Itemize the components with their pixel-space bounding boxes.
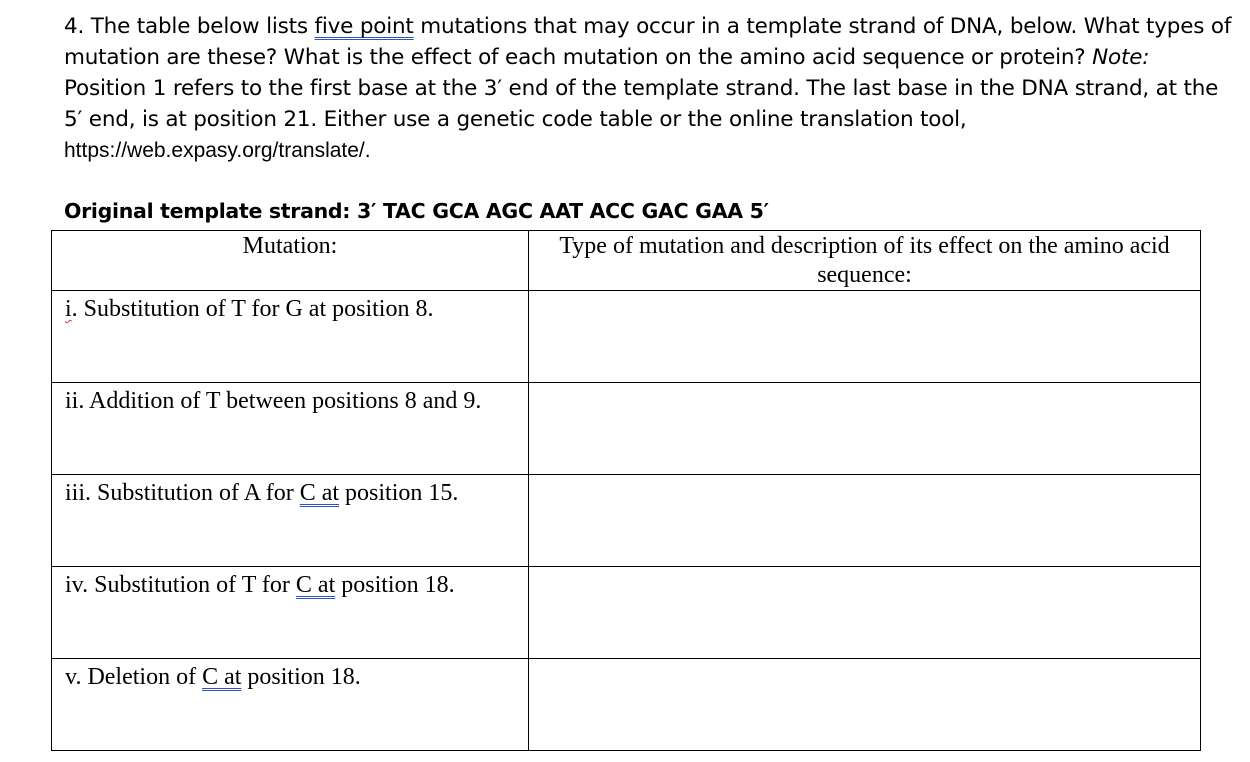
question-line-2: mutation are these? What is the effect of each mutation on the amino acid sequence or protein? Note: bbox=[64, 45, 1150, 70]
mutation-cell-v: v. Deletion of C at position 18. bbox=[52, 659, 529, 751]
note-label: Note: bbox=[1092, 45, 1150, 70]
table-row bbox=[52, 475, 1201, 567]
question-line-4: 5′ end, is at position 21. Either use a genetic code table or the online translation tool, bbox=[64, 107, 967, 132]
spell-flag-i: i bbox=[65, 296, 72, 322]
mutation-cell-iii: iii. Substitution of A for C at position 15. bbox=[52, 475, 529, 567]
answer-cell-iii[interactable] bbox=[529, 475, 1201, 567]
mutation-cell-i: i. Substitution of T for G at position 8. bbox=[52, 291, 529, 383]
answer-cell-ii[interactable] bbox=[529, 383, 1201, 475]
translate-tool-url[interactable]: https://web.expasy.org/translate/. bbox=[64, 139, 371, 162]
original-strand-title: Original template strand: 3′ TAC GCA AGC AAT ACC GAC GAA 5′ bbox=[64, 199, 769, 223]
mutation-cell-iv: iv. Substitution of T for C at position 18. bbox=[52, 567, 529, 659]
answer-cell-i[interactable] bbox=[529, 291, 1201, 383]
mutation-cell-ii: ii. Addition of T between positions 8 and 9. bbox=[52, 383, 529, 475]
mutation-table bbox=[51, 230, 1201, 751]
table-row bbox=[52, 291, 1201, 383]
table-header-row bbox=[52, 231, 1201, 291]
header-mutation: Mutation: bbox=[52, 231, 529, 291]
answer-cell-v[interactable] bbox=[529, 659, 1201, 751]
question-text bbox=[64, 11, 1234, 166]
header-type-of-mutation: Type of mutation and description of its effect on the amino acid sequence: bbox=[529, 231, 1201, 291]
question-line-1: 4. The table below lists five point mutations that may occur in a template strand of DNA, below. What types of bbox=[64, 14, 1232, 39]
grammar-flag-five-point: five point bbox=[314, 14, 414, 39]
answer-cell-iv[interactable] bbox=[529, 567, 1201, 659]
table-row bbox=[52, 659, 1201, 751]
grammar-flag-c-at: C at bbox=[299, 480, 340, 506]
table-row bbox=[52, 383, 1201, 475]
grammar-flag-c-at: C at bbox=[295, 572, 336, 598]
question-line-3: Position 1 refers to the first base at the 3′ end of the template strand. The last base in the DNA strand, at the bbox=[64, 76, 1219, 101]
table-row bbox=[52, 567, 1201, 659]
grammar-flag-c-at: C at bbox=[202, 664, 242, 690]
